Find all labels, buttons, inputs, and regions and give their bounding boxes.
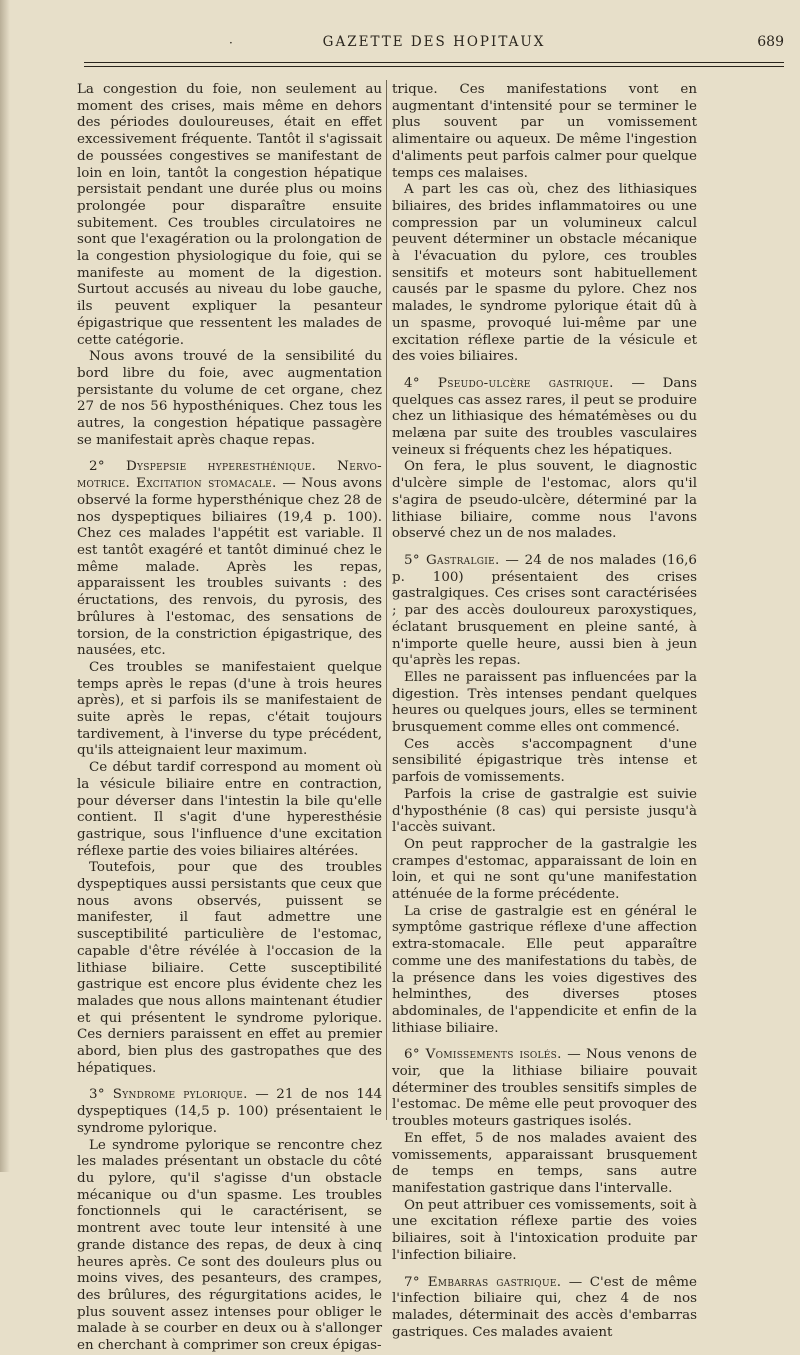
paragraph-text: On fera, le plus souvent, le diagnostic d'ulcère simple de l'estomac, alors qu'il s'agira de pseudo-ulcère, déterminé par la lithiase biliaire, comme nous l'avons observé chez un de nos malades.: [392, 459, 697, 542]
right-column: [392, 82, 697, 1341]
body-paragraph: [392, 182, 697, 366]
paragraph-text: Ce début tardif correspond au moment où la vésicule biliaire entre en contraction, pour déverser dans l'intestin la bile qu'elle contient. Il s'agit d'une hyperesthésie gastrique, sous l'influence d'une excitation réflexe partie des voies biliaires altérées.: [77, 760, 382, 859]
left-column: [77, 82, 382, 1355]
paragraph-text: — 21 de nos 144 dyspeptiques (14,5 p. 100) présentaient le syndrome pylorique.: [77, 1087, 382, 1136]
paragraph-text: Le syndrome pylorique se rencontre chez les malades présentant un obstacle du côté du pylore, qu'il s'agisse d'un obstacle mécanique ou d'un spasme. Les troubles fonctionnels qui le caractérisent, se montrent avec toute leur intensité à une grande distance des repas, de deux à cinq heures après. Ce sont des douleurs plus ou moins vives, des pesanteurs, des crampes, des brûlures, des régurgitations acides, le plus souvent assez intenses pour obliger le malade à se courber en deux ou à s'allonger en cherchant à comprimer son creux épigas-: [77, 1137, 382, 1354]
paragraph-text: Ces troubles se manifestaient quelque temps après le repas (d'une à trois heures après), et si parfois ils se manifestaient de suite après le repas, c'était toujours tardivement, à l'inverse du type précédent, qu'ils atteignaient leur maximum.: [77, 659, 382, 759]
paragraph-text: — Nous avons observé la forme hypersthénique chez 28 de nos dyspeptiques biliaires (19,4 p. 100). Chez ces malades l'appétit est variable. Il est tantôt exagéré et tantôt diminué chez le même malade. Après les repas, apparaissent les troubles suivants : des éructations, des renvois, du pyrosis, des brûlures à l'estomac, des sensations de torsion, de la constriction épigastrique, des nausées, etc.: [77, 476, 382, 659]
section-paragraph: [392, 376, 697, 460]
body-paragraph: [392, 837, 697, 904]
paragraph-text: Ces accès s'accompagnent d'une sensibilité épigastrique très intense et parfois de vomissements.: [392, 736, 697, 786]
paragraph-text: — C'est de même l'infection biliaire qui, chez 4 de nos malades, déterminait des accès d'embarras gastriques. Ces malades avaient: [392, 1274, 697, 1340]
page-number: 689: [757, 34, 784, 50]
section-heading: 4° Pseudo-ulcère gastrique.: [404, 375, 614, 391]
section-paragraph: [392, 1047, 697, 1131]
page-binding-shadow: [0, 0, 10, 1172]
body-paragraph: [392, 1131, 697, 1198]
section-heading: 7° Embarras gastrique.: [404, 1274, 562, 1290]
paragraph-text: Elles ne paraissent pas influencées par la digestion. Très intenses pendant quelques heures ou quelques jours, elles se terminent brusquement comme elles ont commencé.: [392, 669, 697, 736]
body-paragraph: [77, 660, 382, 760]
section-heading: 3° Syndrome pylorique.: [89, 1087, 248, 1103]
section-paragraph: [77, 459, 382, 659]
header-rule-bottom: [84, 66, 784, 67]
journal-title: GAZETTE DES HOPITAUX: [322, 34, 546, 50]
paragraph-text: On peut rapprocher de la gastralgie les crampes d'estomac, apparaissant de loin en loin, et qui ne sont qu'une manifestation atténuée de la forme précédente.: [392, 836, 697, 903]
paragraph-text: Nous avons trouvé de la sensibilité du bord libre du foie, avec augmentation persistante du volume de cet organe, chez 27 de nos 56 hyposthéniques. Chez tous les autres, la congestion hépatique passagère se manifestait après chaque repas.: [77, 349, 382, 448]
paragraph-text: — 24 de nos malades (16,6 p. 100) présentaient des crises gastralgiques. Ces crises sont caractérisées ; par des accès douloureux paroxystiques, éclatant brusquement en pleine santé, à n'importe quelle heure, aussi bien à jeun qu'après les repas.: [392, 552, 697, 669]
paragraph-text: La congestion du foie, non seulement au moment des crises, mais même en dehors des périodes douloureuses, était en effet excessivement fréquente. Tantôt il s'agissait de poussées congestives se manifestant de loin en loin, tantôt la congestion hépatique persistait pendant une durée plus ou moins prolongée pour disparaître ensuite subitement. Ces troubles circulatoires ne sont que l'exagération ou la prolongation de la congestion physiologique du foie, qui se manifeste au moment de la digestion. Surtout accusés au niveau du lobe gauche, ils peuvent expliquer la pesanteur épigastrique que ressentent les malades de cette catégorie.: [77, 82, 382, 348]
page-header: [84, 34, 784, 56]
section-paragraph: [392, 1275, 697, 1342]
paragraph-text: trique. Ces manifestations vont en augmentant d'intensité pour se terminer le plus souvent par un vomissement alimentaire ou aqueux. De même l'ingestion d'aliments peut parfois calmer pour quelque temps ces malaises.: [392, 82, 697, 181]
section-paragraph: [392, 553, 697, 670]
paragraph-text: — Nous venons de voir, que la lithiase biliaire pouvait déterminer des troubles sensitifs simples de l'estomac. De même elle peut provoquer des troubles moteurs gastriques isolés.: [392, 1047, 697, 1130]
paragraph-text: A part les cas où, chez des lithiasiques biliaires, des brides inflammatoires ou une compression par un volumineux calcul peuvent déterminer un obstacle mécanique à l'évacuation du pylore, ces troubles sensitifs et moteurs sont habituellement causés par le spasme du pylore. Chez nos malades, le syndrome pylorique était dû à un spasme, provoqué lui-même par une excitation réflexe partie de la vésicule et des voies biliaires.: [392, 182, 697, 365]
paragraph-text: Toutefois, pour que des troubles dyspeptiques aussi persistants que ceux que nous avons observés, puissent se manifester, il faut admettre une susceptibilité particulière de l'estomac, capable d'être révélée à l'occasion de la lithiase biliaire. Cette susceptibilité gastrique est encore plus évidente chez les malades que nous allons maintenant étudier et qui présentent le syndrome pylorique. Ces derniers paraissent en effet au premier abord, bien plus des gastropathes que des hépatiques.: [77, 860, 382, 1076]
body-paragraph: [392, 670, 697, 737]
header-dot: ·: [229, 36, 233, 50]
body-paragraph: [392, 787, 697, 837]
header-rule-top: [84, 62, 784, 63]
body-paragraph: [77, 860, 382, 1077]
section-heading: 6° Vomissements isolés.: [404, 1047, 562, 1063]
section-paragraph: [77, 1087, 382, 1137]
body-paragraph: [77, 760, 382, 860]
paragraph-text: On peut attribuer ces vomissements, soit à une excitation réflexe partie des voies biliaires, soit à l'intoxication produite par l'infection biliaire.: [392, 1197, 697, 1263]
body-paragraph: [392, 1198, 697, 1265]
body-paragraph: [392, 904, 697, 1038]
column-separator: [386, 80, 387, 1120]
paragraph-text: En effet, 5 de nos malades avaient des vomissements, apparaissant brusquement de temps en temps, sans autre manifestation gastrique dans l'intervalle.: [392, 1130, 697, 1196]
section-heading: 2° Dyspepsie hyperesthénique. Nervo-motrice. Excitation stomacale.: [77, 459, 382, 492]
section-heading: 5° Gastralgie.: [404, 552, 500, 568]
paragraph-text: — Dans quelques cas assez rares, il peut se produire chez un lithiasique des hématémèses ou du melæna par suite des troubles vasculaires veineux si fréquents chez les hépatiques.: [392, 375, 697, 458]
body-paragraph: [77, 82, 382, 349]
body-paragraph: [392, 737, 697, 787]
body-paragraph: [392, 459, 697, 543]
paragraph-text: La crise de gastralgie est en général le symptôme gastrique réflexe d'une affection extra-stomacale. Elle peut apparaître comme une des manifestations du tabès, de la présence dans les voies digestives des helminthes, des diverses ptoses abdominales, de l'appendicite et enfin de la lithiase biliaire.: [392, 903, 697, 1036]
body-paragraph: [392, 82, 697, 182]
paragraph-text: Parfois la crise de gastralgie est suivie d'hyposthénie (8 cas) qui persiste jusqu'à l'accès suivant.: [392, 786, 697, 836]
body-paragraph: [77, 349, 382, 449]
body-paragraph: [77, 1138, 382, 1355]
